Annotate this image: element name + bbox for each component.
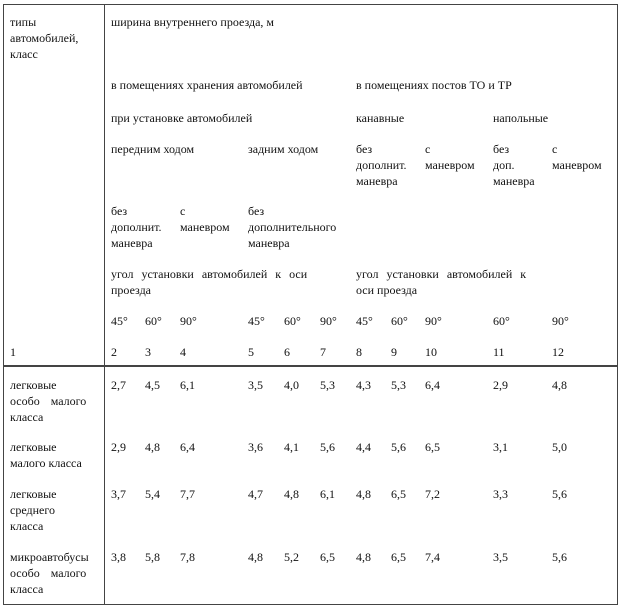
table-cell: 6,1 [320,487,335,501]
angle-cell: 60° [493,314,510,328]
table-cell: 5,6 [552,550,567,564]
table-cell: 6,5 [425,440,440,454]
floor-header: напольные [493,111,549,125]
table-cell: 4,1 [284,440,299,454]
row-name: особо малого [10,566,87,580]
table-cell: 5,6 [391,440,406,454]
table-cell: 4,3 [356,378,371,392]
table-cell: 3,5 [248,378,263,392]
storage-header: в помещениях хранения автомобилей [111,78,303,92]
table-cell: 6,1 [180,378,195,392]
table-cell: 5,3 [391,378,406,392]
table-cell: 3,3 [493,487,508,501]
table-cell: 5,0 [552,440,567,454]
rear-no-maneuver-line2: дополнительного [248,220,337,234]
table-cell: 7,8 [180,550,195,564]
column-number: 9 [391,345,397,359]
table-cell: 5,6 [552,487,567,501]
table-cell: 5,2 [284,550,299,564]
table-cell: 4,5 [145,378,160,392]
table-cell: 4,4 [356,440,371,454]
column-number: 8 [356,345,362,359]
floor-no-maneuver-line1: без [493,142,510,156]
table-cell: 4,8 [356,550,371,564]
table-cell: 6,4 [425,378,440,392]
table-cell: 6,4 [180,440,195,454]
ditch-maneuver-line2: маневром [425,158,475,172]
front-maneuver-line2: маневром [180,220,230,234]
front-maneuver-line1: с [180,204,186,218]
floor-maneuver-line2: маневром [552,158,602,172]
table-cell: 2,7 [111,378,126,392]
column-number: 4 [180,345,186,359]
floor-no-maneuver-line3: маневра [493,174,535,188]
table-cell: 3,8 [111,550,126,564]
table-cell: 5,6 [320,440,335,454]
table-cell: 5,8 [145,550,160,564]
table-cell: 4,0 [284,378,299,392]
row-name: микроавтобусы [10,550,89,564]
table-cell: 4,8 [248,550,263,564]
column-number: 2 [111,345,117,359]
angle-cell: 45° [111,314,128,328]
column-number: 10 [425,345,437,359]
angle-header-posts-line1: угол установки автомобилей к [356,267,527,281]
angle-header-posts-line2: оси проезда [356,283,418,297]
column-number: 5 [248,345,254,359]
header-divider [3,365,618,367]
table-cell: 4,7 [248,487,263,501]
install-header: при установке автомобилей [111,111,253,125]
table-cell: 6,5 [391,487,406,501]
column-number: 12 [552,345,564,359]
ditch-no-maneuver-line1: без [356,142,373,156]
column-number: 7 [320,345,326,359]
column-number: 6 [284,345,290,359]
angle-cell: 90° [425,314,442,328]
ditch-no-maneuver-line2: дополнит. [356,158,407,172]
angle-cell: 60° [391,314,408,328]
angle-cell: 90° [320,314,337,328]
row-name: класса [10,519,44,533]
floor-maneuver-line1: с [552,142,558,156]
angle-cell: 45° [356,314,373,328]
posts-header: в помещениях постов ТО и ТР [356,78,512,92]
table-cell: 5,4 [145,487,160,501]
table-cell: 4,8 [552,378,567,392]
table-cell: 3,5 [493,550,508,564]
angle-header-storage-line1: угол установки автомобилей к оси [111,267,308,281]
angle-cell: 90° [552,314,569,328]
row-name: легковые [10,487,57,501]
table-cell: 6,5 [391,550,406,564]
column-number: 1 [10,345,16,359]
table-cell: 3,7 [111,487,126,501]
column-number: 3 [145,345,151,359]
table-cell: 4,8 [284,487,299,501]
row-name: легковые [10,440,57,454]
angle-cell: 90° [180,314,197,328]
col1-header-line1: типы [10,15,37,29]
row-name: малого класса [10,456,82,470]
table-cell: 7,4 [425,550,440,564]
angle-cell: 45° [248,314,265,328]
row-name: легковые [10,378,57,392]
angle-cell: 60° [145,314,162,328]
table-frame [3,4,618,605]
table-cell: 3,1 [493,440,508,454]
table-cell: 6,5 [320,550,335,564]
front-no-maneuver-line1: без [111,204,128,218]
rear-no-maneuver-line1: без [248,204,265,218]
angle-header-storage-line2: проезда [111,283,151,297]
ditch-no-maneuver-line3: маневра [356,174,398,188]
row-name: класса [10,410,44,424]
table-cell: 4,8 [356,487,371,501]
rear-header: задним ходом [248,142,319,156]
front-no-maneuver-line3: маневра [111,236,153,250]
table-cell: 4,8 [145,440,160,454]
column-divider [104,4,105,605]
ditch-header: канавные [356,111,405,125]
floor-no-maneuver-line2: доп. [493,158,515,172]
column-number: 11 [493,345,505,359]
table-cell: 2,9 [493,378,508,392]
table-cell: 7,2 [425,487,440,501]
col1-header-line2: автомобилей, [10,31,79,45]
table-cell: 3,6 [248,440,263,454]
rear-no-maneuver-line3: маневра [248,236,290,250]
row-name: среднего [10,503,55,517]
table-cell: 2,9 [111,440,126,454]
main-header: ширина внутреннего проезда, м [111,15,275,29]
col1-header-line3: класс [10,47,38,61]
ditch-maneuver-line1: с [425,142,431,156]
row-name: класса [10,582,44,596]
row-name: особо малого [10,394,87,408]
front-no-maneuver-line2: дополнит. [111,220,162,234]
front-header: передним ходом [111,142,195,156]
angle-cell: 60° [284,314,301,328]
table-cell: 7,7 [180,487,195,501]
table-cell: 5,3 [320,378,335,392]
